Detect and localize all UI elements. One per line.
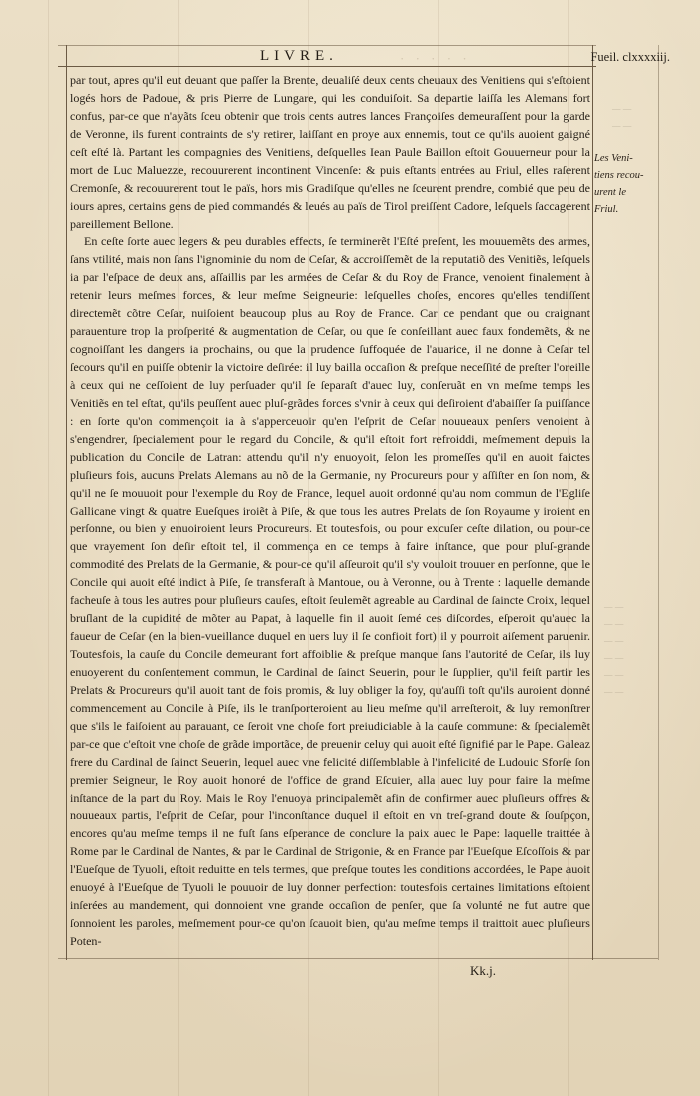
marginal-note-line: tiens recou- [594, 170, 644, 181]
marginal-note-line: Friul. [594, 204, 619, 215]
bottom-rule [58, 958, 658, 959]
bleed-through-marks: — — — — — — — — — — — — [604, 603, 624, 698]
bleed-through-marks: — — — — [612, 105, 632, 132]
top-rule [58, 45, 596, 46]
signature-mark: Kk.j. [470, 963, 496, 978]
bleed-through-title: · · · · · [400, 51, 471, 66]
main-text-block [70, 72, 590, 951]
paper-chain-line [48, 0, 49, 1096]
marginal-note-line: Les Veni- [594, 153, 633, 164]
paragraph: par tout, apres qu'il eut deuant que paſſer la Brente, deualiſé deux cents cheuaux des Venitiens qui s'eſtoient logés hors de Padoue, & pris Pierre de Lungare, qui les conduiſoit. Sa departie laiſſa les Alemans fort confus, par-ce que n'ayãts ſceu obtenir que trois cents autres lances Françoiſes demeuraſſent pour la garde de Veronne, ils furent contraints de s'y retirer, laiſſant en proye aux ennemis, tout ce qu'ils auoient gaigné ceſt eſté là. Partant les compagnies des Venitiens, deſquelles Iean Paule Baillon eſtoit Gouuerneur pour la mort de Luc Maluezze, recouurerent incontinent Vincenſe: & puis eſtants entrées au Friul, elles raſerent Cremonſe, & recouurerent tout le païs, hors mis Gradiſque qu'elles ne ſceurent prendre, combié que peu de iours apres, certains gens de pied commandés & leués au païs de Tirol preiſſent Cadore, leſquels ſaccagerent pareillement Bellone. [70, 73, 590, 231]
outer-margin-rule [658, 45, 659, 960]
paragraph: En ceſte ſorte auec legers & peu durables effects, ſe terminerẽt l'Eſté preſent, les mouuemẽts des armes, ſans vtilité, mais non ſans l'ignominie du nom de Ceſar, & accroiſſemẽt de la reputatiõ des Venitiẽs, leſquels ia par l'eſpace de deux ans, aſſaillis par les armées de Ceſar & du Roy de France, venoient finalement à retenir leurs meſmes forces, & leur meſme Seigneurie: leſquelles choſes, encores qu'elles tendiſſent directemẽt cõtre Ceſar, nuiſoient beaucoup plus au Roy de France. Car ce pendant que ou craignant parauenture trop la proſperité & augmentation de Ceſar, ou que ſe conſeillant auec faux fondemẽts, & ne cognoiſſant les dangers ia prochains, ou que la prudence ſuffoquée de l'auarice, il ne donne à Ceſar tel ſecours qu'il en puiſſe obtenir la victoire deſirée: il luy bailla occaſion & preſque neceſſité de preſter l'oreille à ceux qui ne ceſſoient de luy perſuader qu'il ſe ſeparaſt d'auec luy, conſeruãt en vn meſme temps les Venitiẽs en tel eſtat, qu'ils peuſſent auec pluſ-grãdes forces s'vnir à ceux qui deſiroient d'abaiſſer ſa puiſſance : en ſorte qu'on commençoit ia à s'apperceuoir qu'en l'eſprit de Ceſar nouueaux penſers venoient à s'engendrer, ſpecialement pour le regard du Concile, & qu'il eſtoit fort refroiddi, meſmement depuis la publication du Concile de Latran: attendu qu'il n'y enuoyoit, ſelon les promeſſes qu'il en auoit faictes pluſieurs fois, aucuns Prelats Alemans au nõ de la Germanie, ny Procureurs pour y aſſiſter en ſon nom, & qu'il ne ſe mouuoit pour l'exemple du Roy de France, lequel auoit ordonné qu'au nom commun de l'Egliſe Gallicane vingt & quatre Eueſques iroiẽt à Piſe, & que tous les autres Prelats de ſon Royaume y iroient en perſonne, ou bien y enuoiroient leurs Procureurs. Et toutesfois, ou pour excuſer ceſte dilation, ou pour-ce que vrayement ſon deſir eſtoit tel, il commença en ce temps à faire inſtance, que pour pluſ-grande commodité des Prelats de la Germanie, & pour-ce qu'il aſſeuroit qu'il s'y vouloit trouuer en perſonne, que le Concile qui auoit eſté indict à Piſe, ſe transferaſt à Mantoue, ou à Veronne, ou à Trente : laquelle demande facheuſe à tous les autres pour pluſieurs cauſes, eſtoit ſeulemẽt agreable au Cardinal de ſaincte Croix, lequel bruſlant de la cupidité de mõter au Papat, à laquelle fin il auoit ſemé ces diſcordes, eſperoit qu'auec la faueur de Ceſar (en la bien-vueillance duquel en uers luy il ſe confioit fort) il y pourroit aiſement paruenir. Toutesfois, la cauſe du Concile demeurant fort affoiblie & preſque manque ſans l'autorité de Ceſar, ils luy enuoyerent du conſentement commun, le Cardinal de ſainct Seuerin, pour le ſupplier, qu'il feiſt partir les Prelats & Procureurs qu'il auoit tant de fois promis, & luy obliger la foy, qu'auſſi toſt qu'ils auroient donné commencement au Concile à Piſe, ils le tranſporteroient au lieu meſme qu'il arreſteroit, & luy remonſtrer que s'ils le faiſoient au parauant, ce ſeroit vne choſe fort preiudiciable à la cauſe commune: & ſpecialemẽt par-ce que c'eſtoit vne choſe de grãde importãce, de preuenir celuy qui auoit eſté ſignifié par le Pape. Galeaz frere du Cardinal de ſainct Seuerin, lequel auec vne felicité diſſemblable à l'infelicité de Ludouic Sforſe ſon premier Seigneur, le Roy auoit honoré de l'office de grand Eſcuier, alla auec luy pour faire la meſme inſtance de la part du Roy. Mais le Roy l'enuoya principalemẽt afin de confirmer auec pluſieurs offres & nouueaux partis, l'eſprit de Ceſar, pour l'inconſtance duquel il eſtoit en vn treſ-grand doute & ſouſpçon, encores qu'au meſme temps il ne fuſt ſans eſperance de conclure la paix auec le Pape: laquelle traittée à Rome par le Cardinal de Nantes, & par le Cardinal de Strigonie, & en France par l'Eueſque Eſcoſſois & par l'Eueſque de Tyuoli, eſtoit reduitte en tels termes, que preſque toutes les conditions accordées, le Pape auoit enuoyé à l'Eueſque de Tyuoli le pouuoir de luy donner perfection: toutesfois certaines limitations eſtoient inſerées au mandement, qui donnoient vne grande occaſion de penſer, que ſa volunté ne fut autre que ſonnoient les paroles, meſmement pour-ce qu'on ſcauoit bien, qu'au meſme temps il traittoit auec pluſieurs Poten- [70, 234, 590, 948]
marginal-note [594, 150, 654, 218]
left-frame-rule [66, 45, 67, 960]
right-frame-rule [592, 45, 593, 960]
page-header [70, 48, 670, 68]
running-title: LIVRE. [260, 48, 338, 64]
folio-number: Fueil. clxxxxiij. [590, 50, 670, 64]
marginal-note-line: urent le [594, 187, 626, 198]
